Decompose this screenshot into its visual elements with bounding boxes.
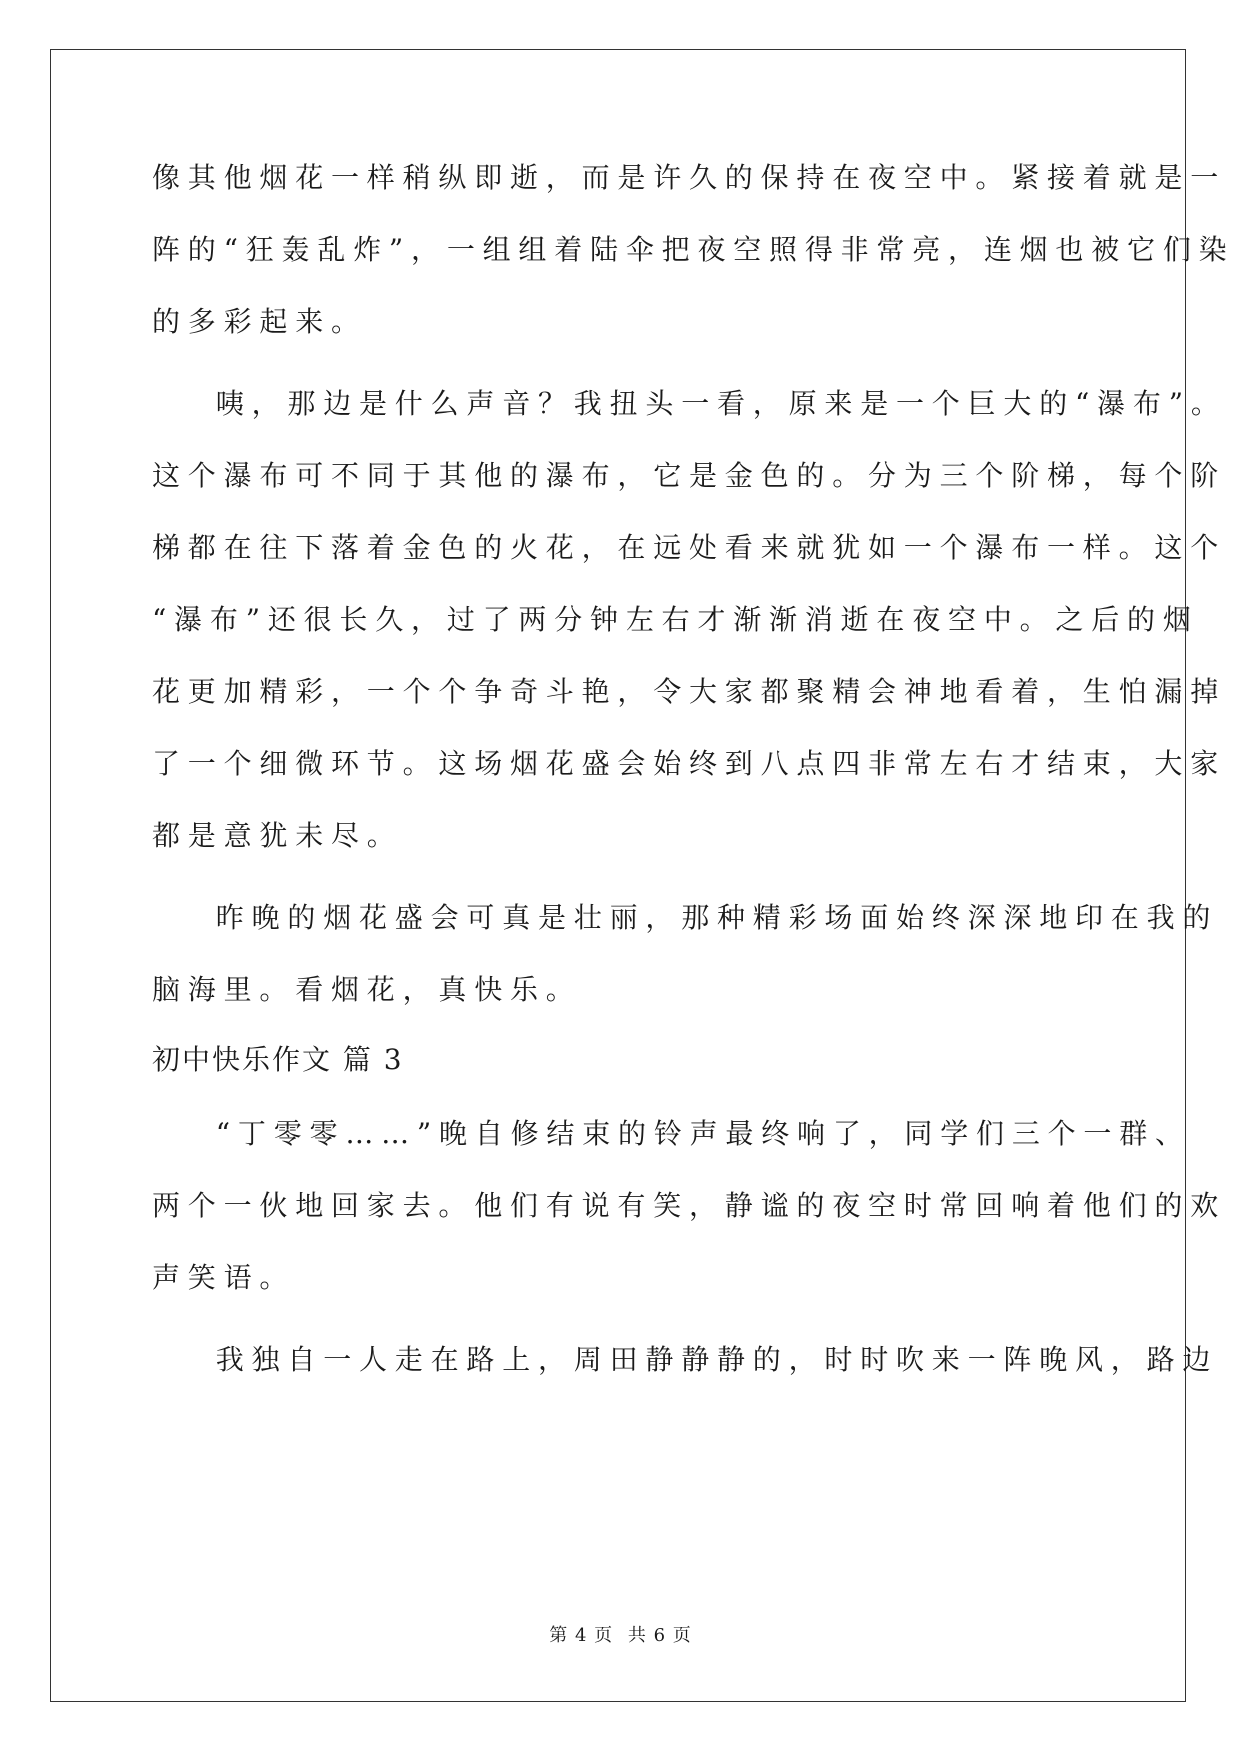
paragraph-line: “丁零零……”晚自修结束的铃声最终响了，同学们三个一群、 — [180, 1117, 1191, 1150]
paragraph-line: 像其他烟花一样稍纵即逝，而是许久的保持在夜空中。紧接着就是一 — [152, 161, 1227, 194]
page-footer — [0, 1621, 1241, 1647]
paragraph-line: 我独自一人走在路上，周田静静静的，时时吹来一阵晚风，路边 — [180, 1343, 1219, 1376]
paragraph-line: 两个一伙地回家去。他们有说有笑，静谧的夜空时常回响着他们的欢 — [152, 1189, 1227, 1222]
paragraph-line: 声笑语。 — [152, 1261, 296, 1294]
paragraph-line: 昨晚的烟花盛会可真是壮丽，那种精彩场面始终深深地印在我的 — [180, 901, 1219, 934]
paragraph-line: 阵的“狂轰乱炸”，一组组着陆伞把夜空照得非常亮，连烟也被它们染 — [152, 233, 1235, 266]
paragraph-line: 这个瀑布可不同于其他的瀑布，它是金色的。分为三个阶梯，每个阶 — [152, 459, 1227, 492]
paragraph-line: 都是意犹未尽。 — [152, 819, 403, 852]
paragraph-line: 咦，那边是什么声音？我扭头一看，原来是一个巨大的“瀑布”。 — [180, 387, 1227, 420]
page-total: 共 6 页 — [627, 1625, 692, 1646]
paragraph-line: 的多彩起来。 — [152, 305, 367, 338]
page-border — [50, 49, 1186, 1702]
paragraph-line: “瀑布”还很长久，过了两分钟左右才渐渐消逝在夜空中。之后的烟 — [152, 603, 1199, 636]
page-number: 第 4 页 — [549, 1625, 614, 1646]
section-heading: 初中快乐作文 篇 3 — [152, 1043, 404, 1076]
paragraph-line: 脑海里。看烟花，真快乐。 — [152, 973, 582, 1006]
paragraph-line: 了一个细微环节。这场烟花盛会始终到八点四非常左右才结束，大家 — [152, 747, 1227, 780]
paragraph-line: 梯都在往下落着金色的火花，在远处看来就犹如一个瀑布一样。这个 — [152, 531, 1227, 564]
paragraph-line: 花更加精彩，一个个争奇斗艳，令大家都聚精会神地看着，生怕漏掉 — [152, 675, 1227, 708]
